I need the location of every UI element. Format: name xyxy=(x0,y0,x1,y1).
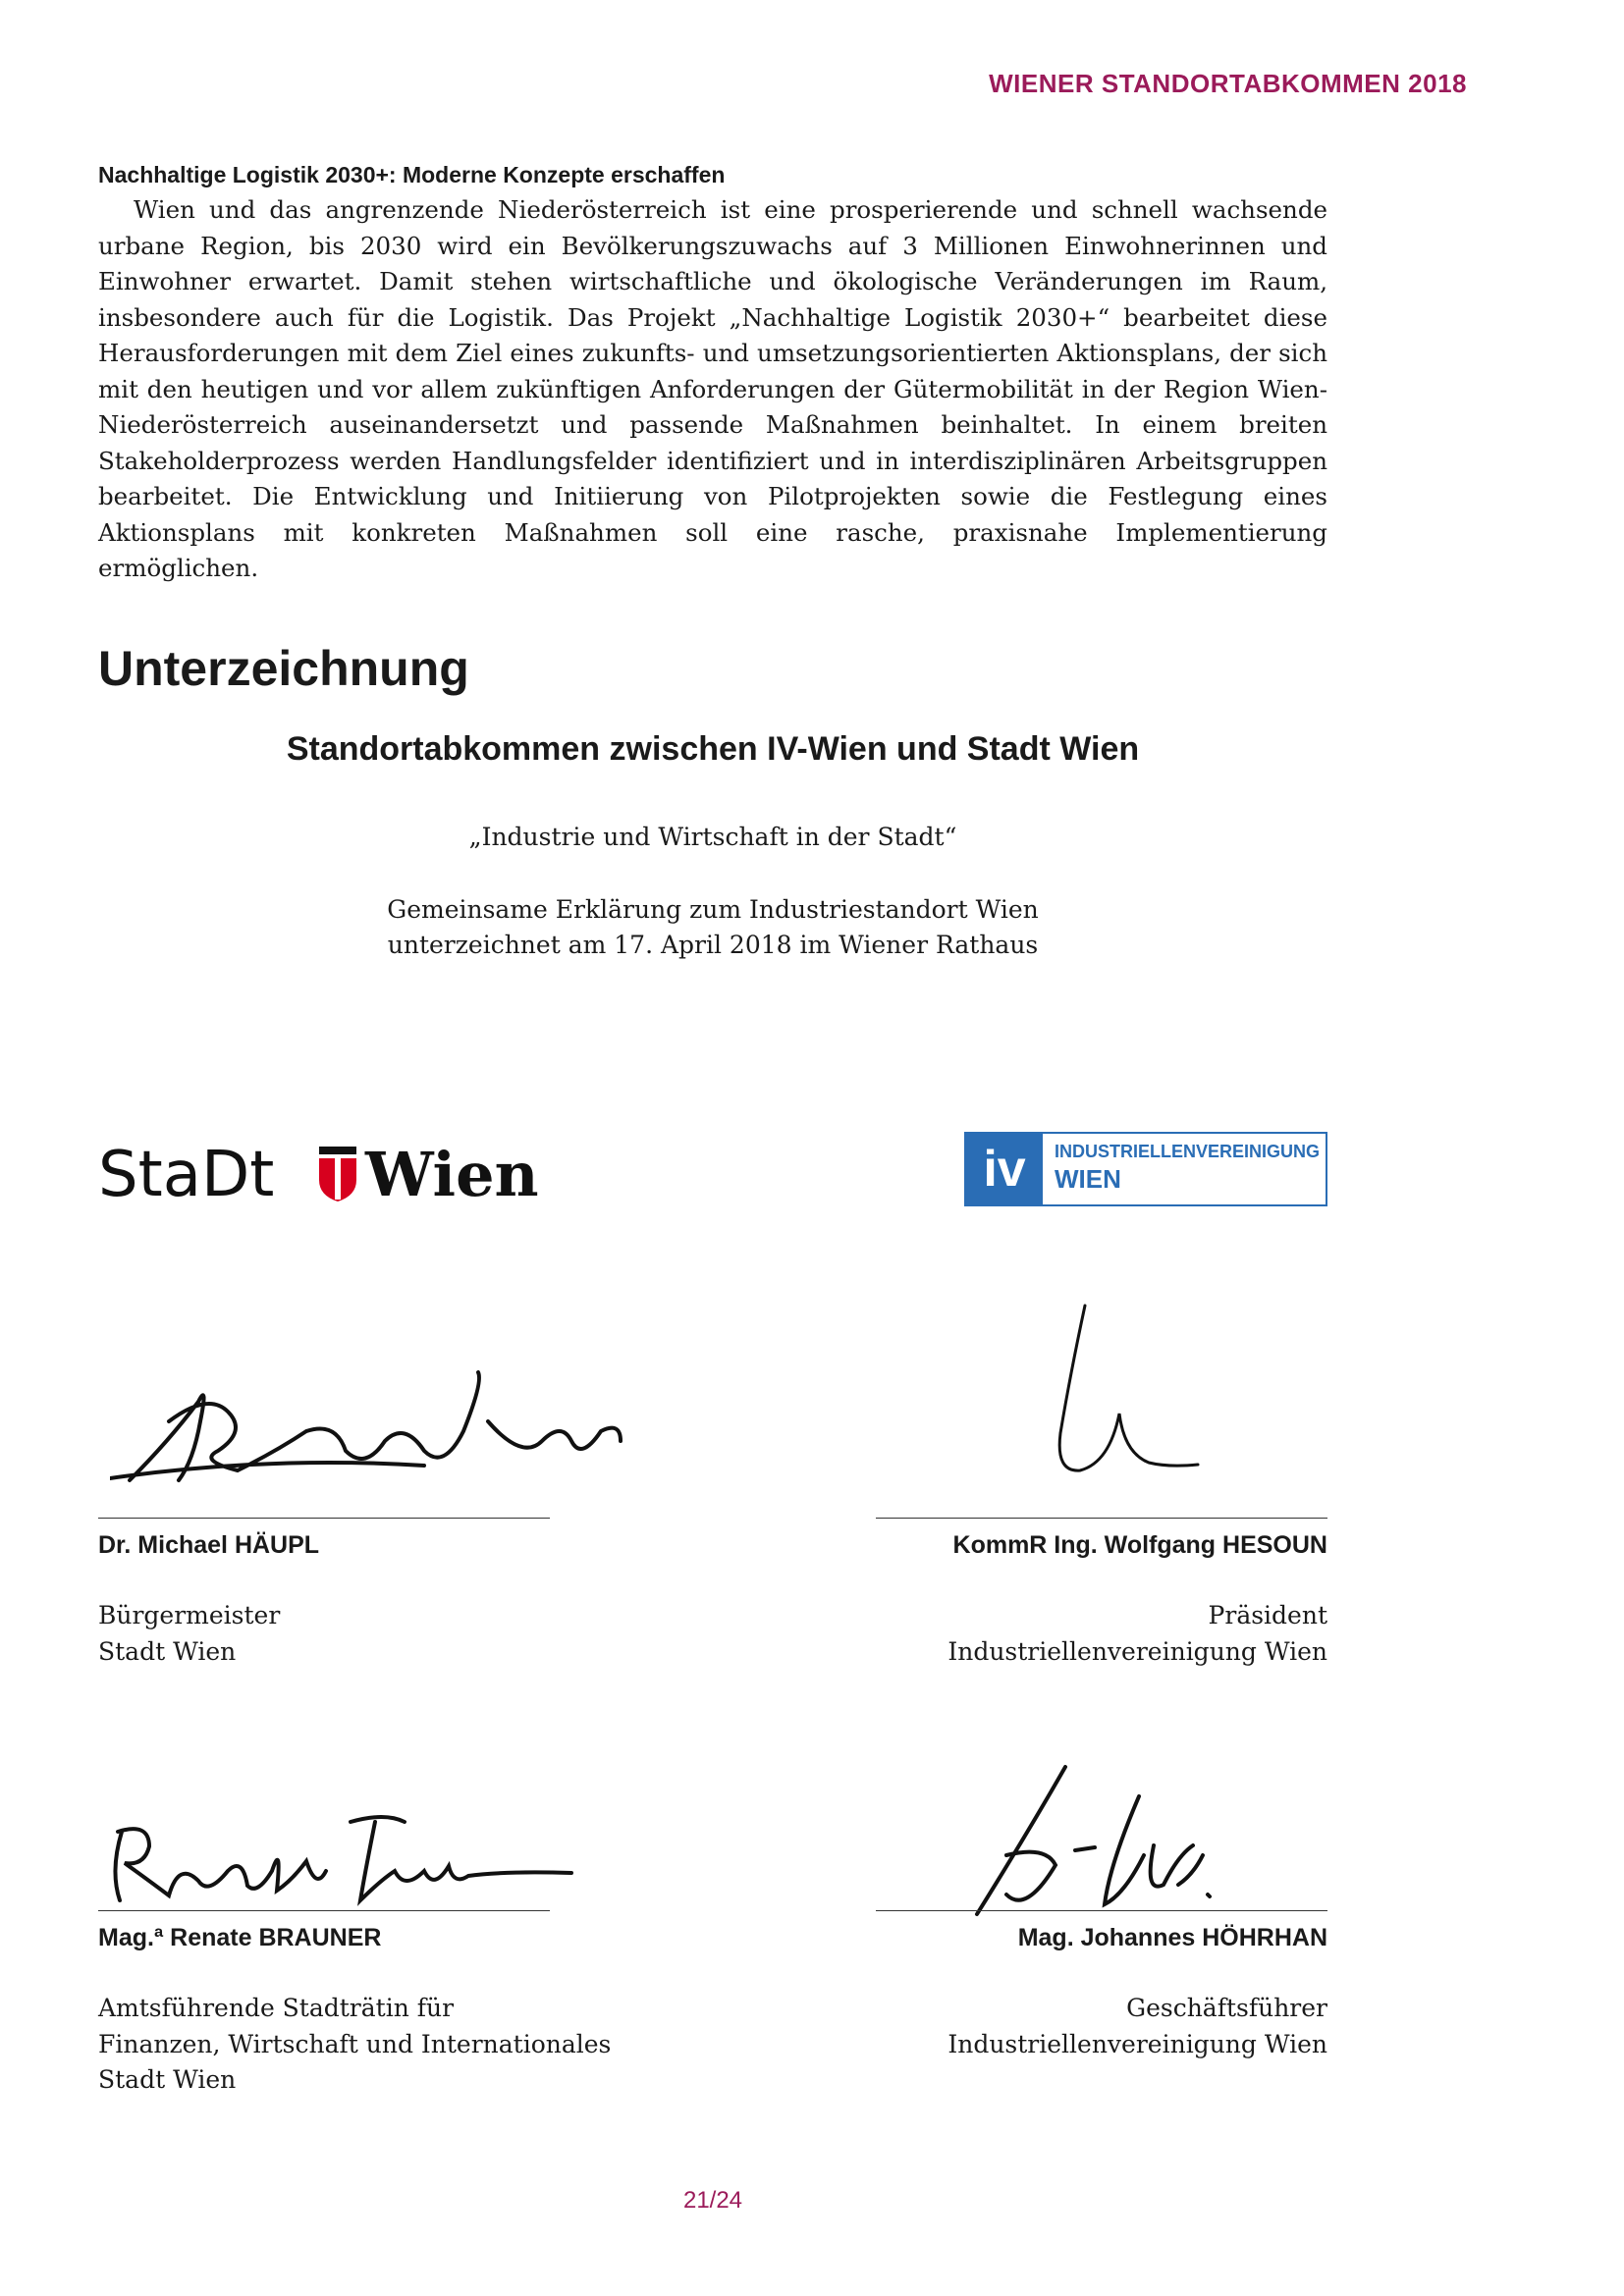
signatory-role-4: Geschäftsführer Industriellenvereinigung Wien xyxy=(947,1994,1327,2058)
signatory-role-2: Präsident Industriellenvereinigung Wien xyxy=(947,1601,1327,1666)
logistics-section xyxy=(98,157,1327,587)
signatory-name-2: KommR Ing. Wolfgang HESOUN xyxy=(952,1531,1327,1559)
signature-line-2 xyxy=(876,1518,1327,1519)
signing-quote: „Industrie und Wirtschaft in der Stadt“ xyxy=(468,823,957,851)
stadt-wien-logo xyxy=(98,1139,560,1211)
signature-line-4 xyxy=(876,1910,1327,1911)
signatory-role-3: Amtsführende Stadträtin für Finanzen, Wirtschaft und Internationales Stadt Wien xyxy=(98,1994,612,2094)
signature-line-3 xyxy=(98,1910,550,1911)
signatory-name-1: Dr. Michael HÄUPL xyxy=(98,1531,320,1559)
document-header-title: WIENER STANDORTABKOMMEN 2018 xyxy=(989,69,1467,98)
signing-subheading: Standortabkommen zwischen IV-Wien und Stadt Wien xyxy=(286,730,1140,768)
iv-logo-line-1: INDUSTRIELLENVEREINIGUNG xyxy=(1055,1142,1321,1161)
iv-logo-line-2: WIEN xyxy=(1055,1164,1121,1194)
signature-brauner xyxy=(110,1802,581,1910)
iv-mark: iv xyxy=(966,1134,1043,1204)
signature-line-1 xyxy=(98,1518,550,1519)
signatory-name-3: Mag.ª Renate BRAUNER xyxy=(98,1924,382,1951)
signature-hoehrhan xyxy=(967,1757,1242,1924)
stadt-wien-logo-left: StaDt xyxy=(98,1139,275,1207)
page-number: 21/24 xyxy=(682,2187,743,2214)
signing-line-2: unterzeichnet am 17. April 2018 im Wiener Rathaus xyxy=(387,931,1039,959)
logistics-heading: Nachhaltige Logistik 2030+: Moderne Konzepte erschaffen xyxy=(98,162,726,187)
stadt-wien-logo-right: Wien xyxy=(365,1139,539,1207)
signatory-name-4: Mag. Johannes HÖHRHAN xyxy=(1017,1924,1327,1951)
signing-line-1: Gemeinsame Erklärung zum Industriestandort Wien xyxy=(387,895,1039,924)
signatory-role-1: Bürgermeister Stadt Wien xyxy=(98,1601,281,1666)
signature-haeupl xyxy=(110,1362,630,1500)
signing-heading: Unterzeichnung xyxy=(98,641,469,696)
logistics-paragraph: Wien und das angrenzende Niederösterreich ist eine prosperierende und schnell wachsende urbane Region, bis 2030 wird ein Bevölkerungszuwachs auf 3 Millionen Einwohnerinnen und Einwohner erwartet. Damit stehen wirtschaftliche und ökologische Veränderungen im Raum, insbesondere auch für die Logistik. Das Projekt „Nachhaltige Logistik 2030+“ bearbeitet diese Herausforderungen mit dem Ziel eines zukunfts- und umsetzungsorientierten Aktionsplans, der sich mit den heutigen und vor allem zukünftigen Anforderungen der Gütermobilität in der Region Wien-Niederösterreich auseinandersetzt und passende Maßnahmen beinhaltet. In einem breiten Stakeholderprozess werden Handlungsfelder identifiziert und in interdisziplinären Arbeitsgruppen bearbeitet. Die Entwicklung und Initiierung von Pilotprojekten sowie die Festlegung eines Aktionsplans mit konkreten Maßnahmen soll eine rasche, praxisnahe Implementierung ermöglichen. xyxy=(98,195,1327,582)
industriellenvereinigung-logo xyxy=(964,1132,1327,1206)
signature-hesoun xyxy=(1041,1296,1218,1482)
